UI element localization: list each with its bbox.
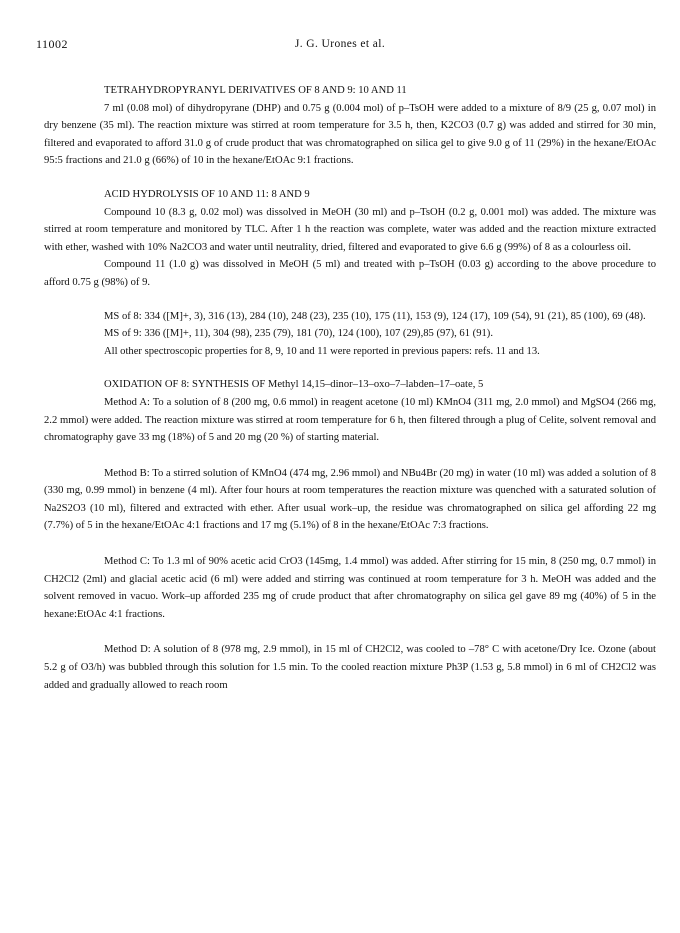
ms-data-8: MS of 8: 334 ([M]+, 3), 316 (13), 284 (10), 248 (23), 235 (10), 175 (11), 153 (9), 124 (17), 109 (54), 91 (21), 85 (100), 69 (48). bbox=[104, 310, 646, 322]
paragraph-acid-hydrolysis-1: Compound 10 (8.3 g, 0.02 mol) was dissolved in MeOH (30 ml) and p–TsOH (0.2 g, 0.001 mol) was added. The mixture was stirred at room temperature and monitored by TLC. After 1 h the reaction was complete, water was added and the reaction mixture extracted with ether, washed with 10% Na2CO3 and water until neutrality, dried, filtered and evaporated to give 6.6 g (99%) of 8 as a colourless oil. bbox=[44, 206, 656, 253]
paragraph-method-a: Method A: To a solution of 8 (200 mg, 0.6 mmol) in reagent acetone (10 ml) KMnO4 (311 mg, 2.0 mmol) and MgSO4 (266 mg, 2.2 mmol) were added. The reaction mixture was stirred at room temperature for 6 h, then filtered through a plug of Celite, solvent removal and chromatography gave 33 mg (18%) of 5 and 20 mg (20 %) of starting material. bbox=[44, 396, 656, 444]
paragraph-method-d: Method D: A solution of 8 (978 mg, 2.9 mmol), in 15 ml of CH2Cl2, was cooled to –78° C with acetone/Dry Ice. Ozone (about 5.2 g of O3/h) was bubbled through this solution for 1.5 min. To the cooled reaction mixture Ph3P (1.53 g, 5.8 mmol) in 6 ml of CH2Cl2 was added and gradually allowed to reach room bbox=[44, 644, 656, 691]
spectroscopy-note: All other spectroscopic properties for 8, 9, 10 and 11 were reported in previous papers: refs. 11 and 13. bbox=[104, 345, 540, 357]
paragraph-method-b: Method B: To a stirred solution of KMnO4 (474 mg, 2.96 mmol) and NBu4Br (20 mg) in water (10 ml) was added a solution of 8 (330 mg, 0.99 mmol) in benzene (4 ml). After four hours at room temperatures the reaction mixture was quenched with a saturated solution of Na2S2O3 (10 ml), filtered and extracted with ether. After usual work–up, the residue was chromatographed on silica gel affording 22 mg (7.7%) of 5 in the hexane/EtOAc 4:1 fractions and 17 mg (5.1%) of 8 in the hexane/EtOAc 7:3 fractions. bbox=[44, 467, 656, 532]
body-text bbox=[44, 82, 656, 694]
section-heading-oxidation: OXIDATION OF 8: SYNTHESIS OF Methyl 14,15–dinor–13–oxo–7–labden–17–oate, 5 bbox=[104, 379, 484, 391]
author-names: J. G. Urones et al. bbox=[294, 38, 386, 50]
ms-data-9: MS of 9: 336 ([M]+, 11), 304 (98), 235 (79), 181 (70), 124 (100), 107 (29),85 (97), 61 (91). bbox=[104, 328, 493, 340]
section-heading-acid-hydrolysis: ACID HYDROLYSIS OF 10 AND 11: 8 AND 9 bbox=[104, 188, 310, 200]
running-header-authors bbox=[0, 36, 680, 54]
paragraph-acid-hydrolysis-2: Compound 11 (1.0 g) was dissolved in MeOH (5 ml) and treated with p–TsOH (0.03 g) according to the above procedure to afford 0.75 g (98%) of 9. bbox=[44, 259, 656, 288]
paragraph-method-c: Method C: To 1.3 ml of 90% acetic acid CrO3 (145mg, 1.4 mmol) was added. After stirring for 15 min, 8 (250 mg, 0.7 mmol) in CH2Cl2 (2ml) and glacial acetic acid (6 ml) were added and stirring was continued at room temperature for 3 h. MeOH was added and the solvent removed in vacuo. Work–up afforded 235 mg of crude product that after chromatography on silica gel gave 89 mg (40%) of 5 in the hexane:EtOAc 4:1 fractions. bbox=[44, 556, 656, 620]
section-heading-thp: TETRAHYDROPYRANYL DERIVATIVES OF 8 AND 9: 10 AND 11 bbox=[104, 85, 407, 96]
page-number: 11002 bbox=[36, 37, 69, 51]
paragraph-thp: 7 ml (0.08 mol) of dihydropyrane (DHP) and 0.75 g (0.004 mol) of p–TsOH were added to a mixture of 8/9 (25 g, 0.07 mol) in dry benzene (35 ml). The reaction mixture was stirred at room temperature for 3.5 h, then, K2CO3 (0.7 g) was added and stirred for 30 min, filtered and evaporated to afford 31.0 g of crude product that was chromatographed on silica gel to give 9.0 g of 11 (29%) in the hexane/EtOAc 95:5 fractions and 21.0 g (66%) of 10 in the hexane/EtOAc 9:1 fractions. bbox=[44, 102, 656, 167]
